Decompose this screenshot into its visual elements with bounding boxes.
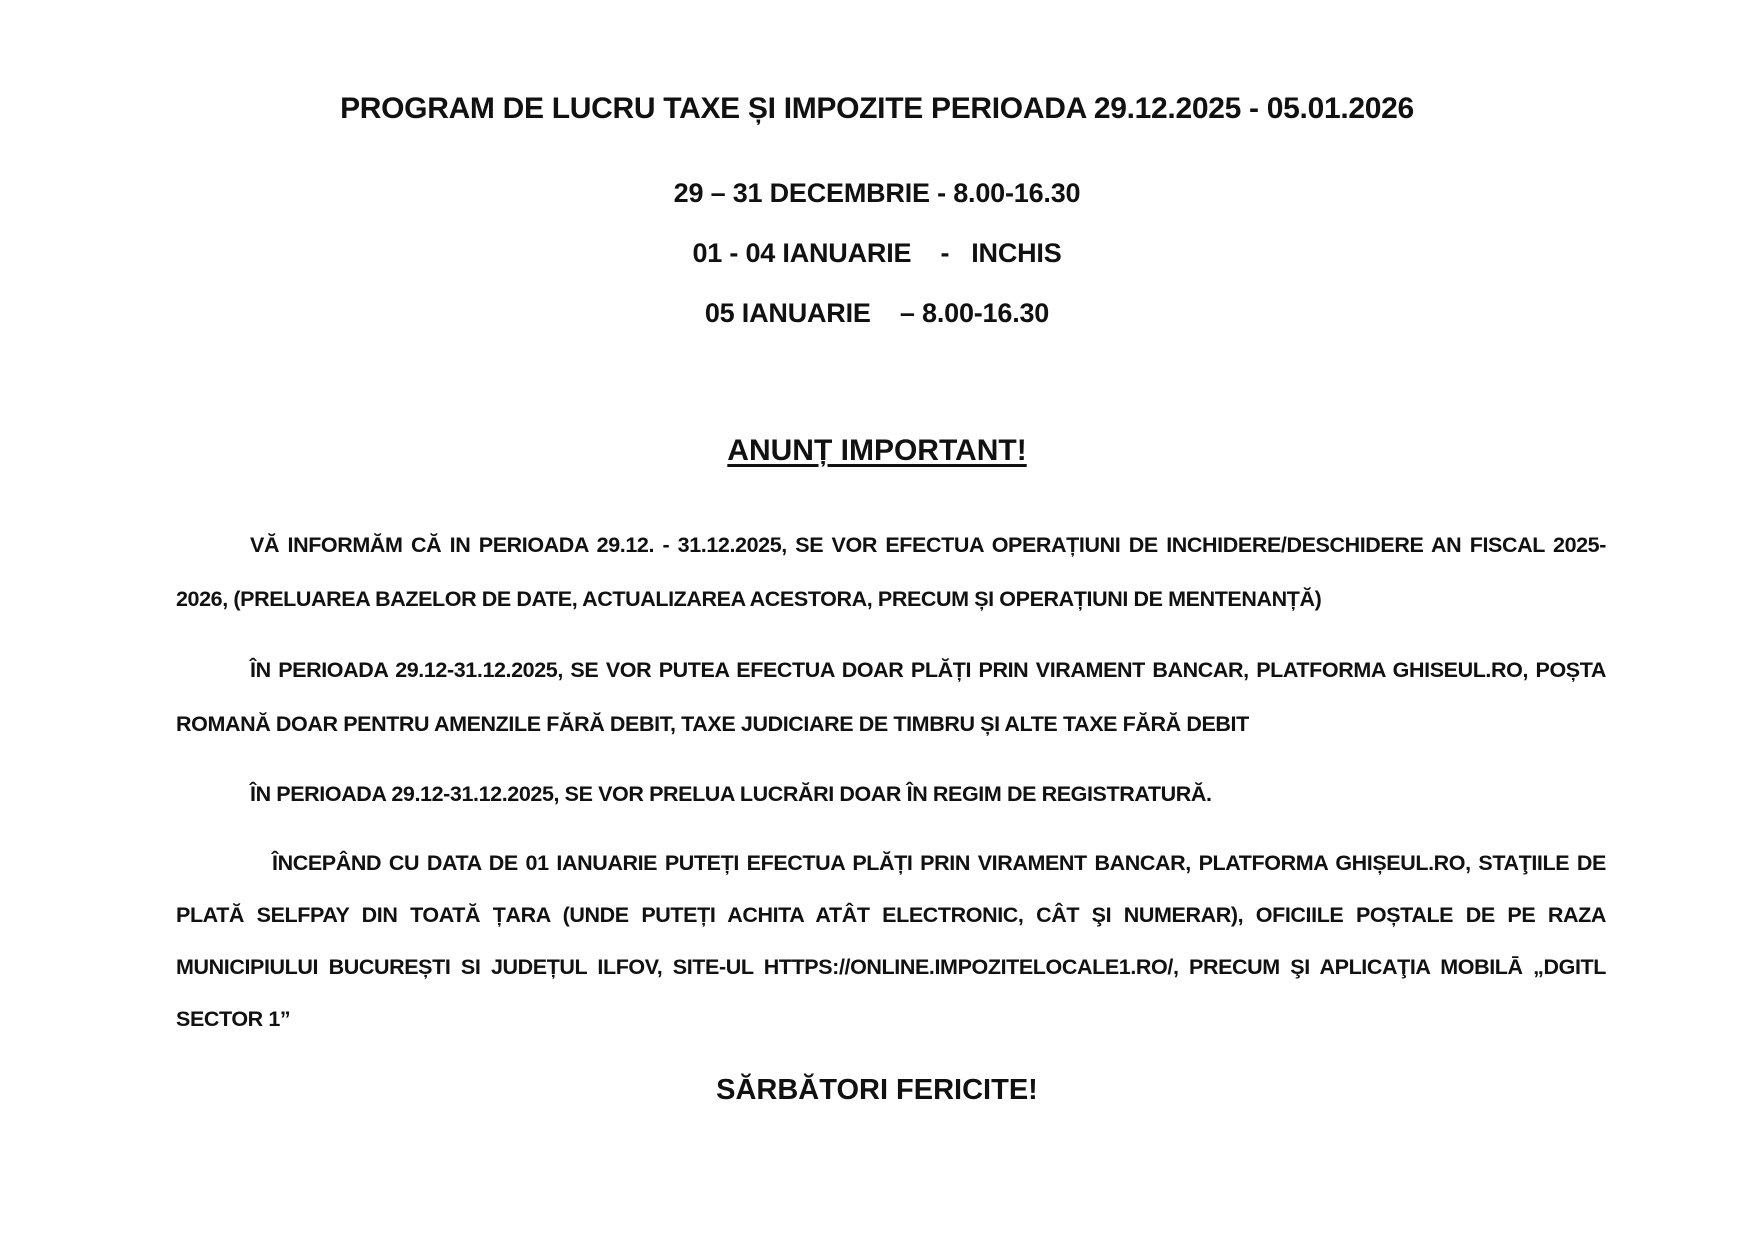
announcement-heading: ANUNȚ IMPORTANT!	[727, 434, 1027, 467]
paragraph-registry: ÎN PERIOADA 29.12-31.12.2025, SE VOR PRELUA LUCRĂRI DOAR ÎN REGIM DE REGISTRATURĂ.	[250, 782, 1212, 806]
document-title: PROGRAM DE LUCRU TAXE ȘI IMPOZITE PERIOADA 29.12.2025 - 05.01.2026	[340, 92, 1414, 125]
schedule-line-jan-5: 05 IANUARIE – 8.00-16.30	[704, 298, 1050, 328]
schedule-line-december: 29 – 31 DECEMBRIE - 8.00-16.30	[673, 178, 1081, 208]
closing-greeting: SĂRBĂTORI FERICITE!	[716, 1074, 1038, 1106]
paragraph-fiscal-closing: VĂ INFORMĂM CĂ IN PERIOADA 29.12. - 31.12.2025, SE VOR EFECTUA OPERAȚIUNI DE INCHIDERE/DESCHIDERE AN FISCAL 2025-2026, (PRELUAREA BAZELOR DE DATE, ACTUALIZAREA ACESTORA, PRECUM ȘI OPERAȚIUNI DE MENTENANȚĂ)	[176, 533, 1606, 611]
paragraph-payments-period: ÎN PERIOADA 29.12-31.12.2025, SE VOR PUTEA EFECTUA DOAR PLĂȚI PRIN VIRAMENT BANCAR, PLATFORMA GHISEUL.RO, POȘTA ROMANĂ DOAR PENTRU AMENZILE FĂRĂ DEBIT, TAXE JUDICIARE DE TIMBRU ȘI ALTE TAXE FĂRĂ DEBIT	[176, 658, 1606, 736]
schedule-line-jan-closed: 01 - 04 IANUARIE - INCHIS	[692, 238, 1062, 268]
paragraph-payment-options: ÎNCEPÂND CU DATA DE 01 IANUARIE PUTEȚI EFECTUA PLĂȚI PRIN VIRAMENT BANCAR, PLATFORMA GHIȘEUL.RO, STAŢIILE DE PLATĂ SELFPAY DIN TOATĂ ȚARA (UNDE PUTEȚI ACHITA ATÂT ELECTRONIC, CÂT ŞI NUMERAR), OFICIILE POȘTALE DE PE RAZA MUNICIPIULUI BUCUREȘTI SI JUDEȚUL ILFOV, SITE-UL HTTPS://ONLINE.IMPOZITELOCALE1.RO/, PRECUM ŞI APLICAŢIA MOBILĀ „DGITL SECTOR 1”	[176, 851, 1606, 1031]
